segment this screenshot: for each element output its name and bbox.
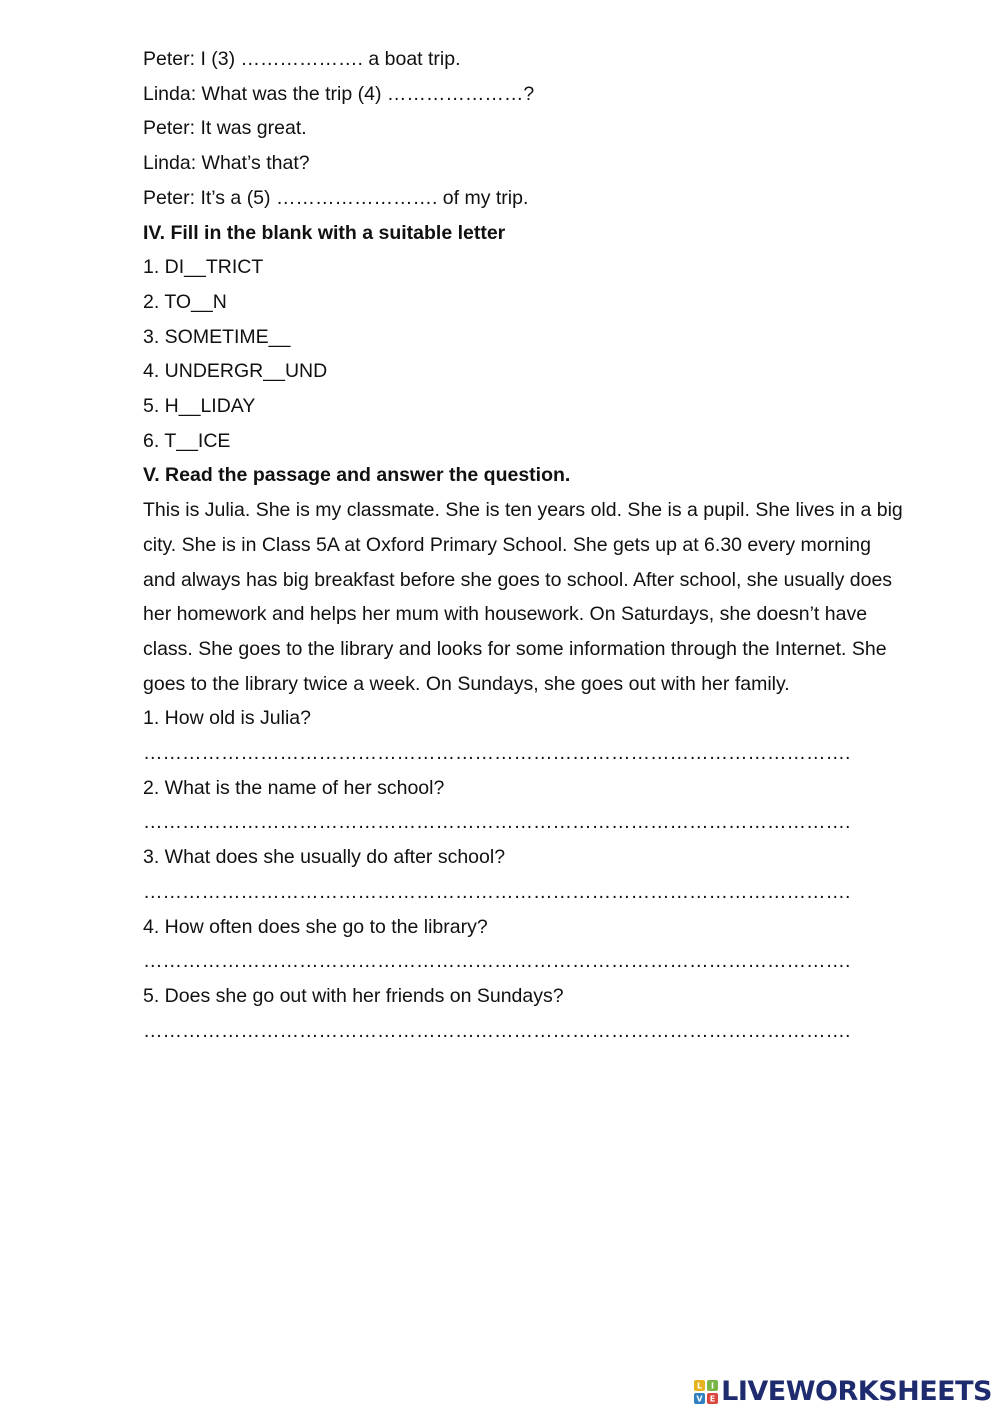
answer-line[interactable]: ………………………………………………………………………………………………. [143,950,851,973]
dialogue-line: Peter: I (3) ………………. a boat trip. [143,48,461,70]
answer-line[interactable]: ………………………………………………………………………………………………. [143,1019,851,1042]
answer-line[interactable]: ………………………………………………………………………………………………. [143,880,851,903]
dialogue-line: Peter: It was great. [143,117,307,140]
section-5-heading: V. Read the passage and answer the question. [143,464,571,487]
fill-blank-item: 4. UNDERGR__UND [143,360,328,383]
dialogue-line: Peter: It’s a (5) ……………………. of my trip. [143,186,529,209]
svg-text:V: V [696,1394,703,1404]
fill-blank-item: 2. TO__N [143,290,227,313]
question: 5. Does she go out with her friends on Sundays? [143,984,564,1007]
fill-blank-item: 3. SOMETIME__ [143,325,291,348]
svg-text:E: E [709,1394,716,1404]
answer-line[interactable]: ………………………………………………………………………………………………. [143,742,851,765]
answer-line[interactable]: ………………………………………………………………………………………………. [143,811,851,834]
dialogue-line: Linda: What was the trip (4) …………………? [143,82,535,105]
liveworksheets-logo-icon [694,1380,718,1404]
fill-blank-item: 1. DI__TRICT [143,256,264,279]
svg-text:I: I [711,1381,715,1391]
fill-blank-item: 6. T__ICE [143,429,231,452]
fill-blank-item: 5. H__LIDAY [143,395,256,418]
question: 2. What is the name of her school? [143,776,445,799]
question: 4. How often does she go to the library? [143,915,488,938]
question: 3. What does she usually do after school? [143,846,506,869]
section-4-heading: IV. Fill in the blank with a suitable letter [143,221,506,244]
worksheet-page [143,42,908,1048]
reading-passage: This is Julia. She is my classmate. She is ten years old. She is a pupil. She lives in a big city. She is in Class 5A at Oxford Primary School. She gets up at 6.30 every morning and always has big breakfast before she goes to school. After school, she usually does her homework and helps her mum with housework. On Saturdays, she doesn’t have class. She goes to the library and looks for some information through the Internet. She goes to the library twice a week. On Sundays, she goes out with her family. [143,499,903,695]
brand-name: LIVEWORKSHEETS [721,1376,992,1407]
question: 1. How old is Julia? [143,707,311,730]
liveworksheets-brand[interactable] [694,1376,992,1408]
dialogue-line: Linda: What’s that? [143,152,310,175]
svg-text:L: L [697,1381,703,1391]
